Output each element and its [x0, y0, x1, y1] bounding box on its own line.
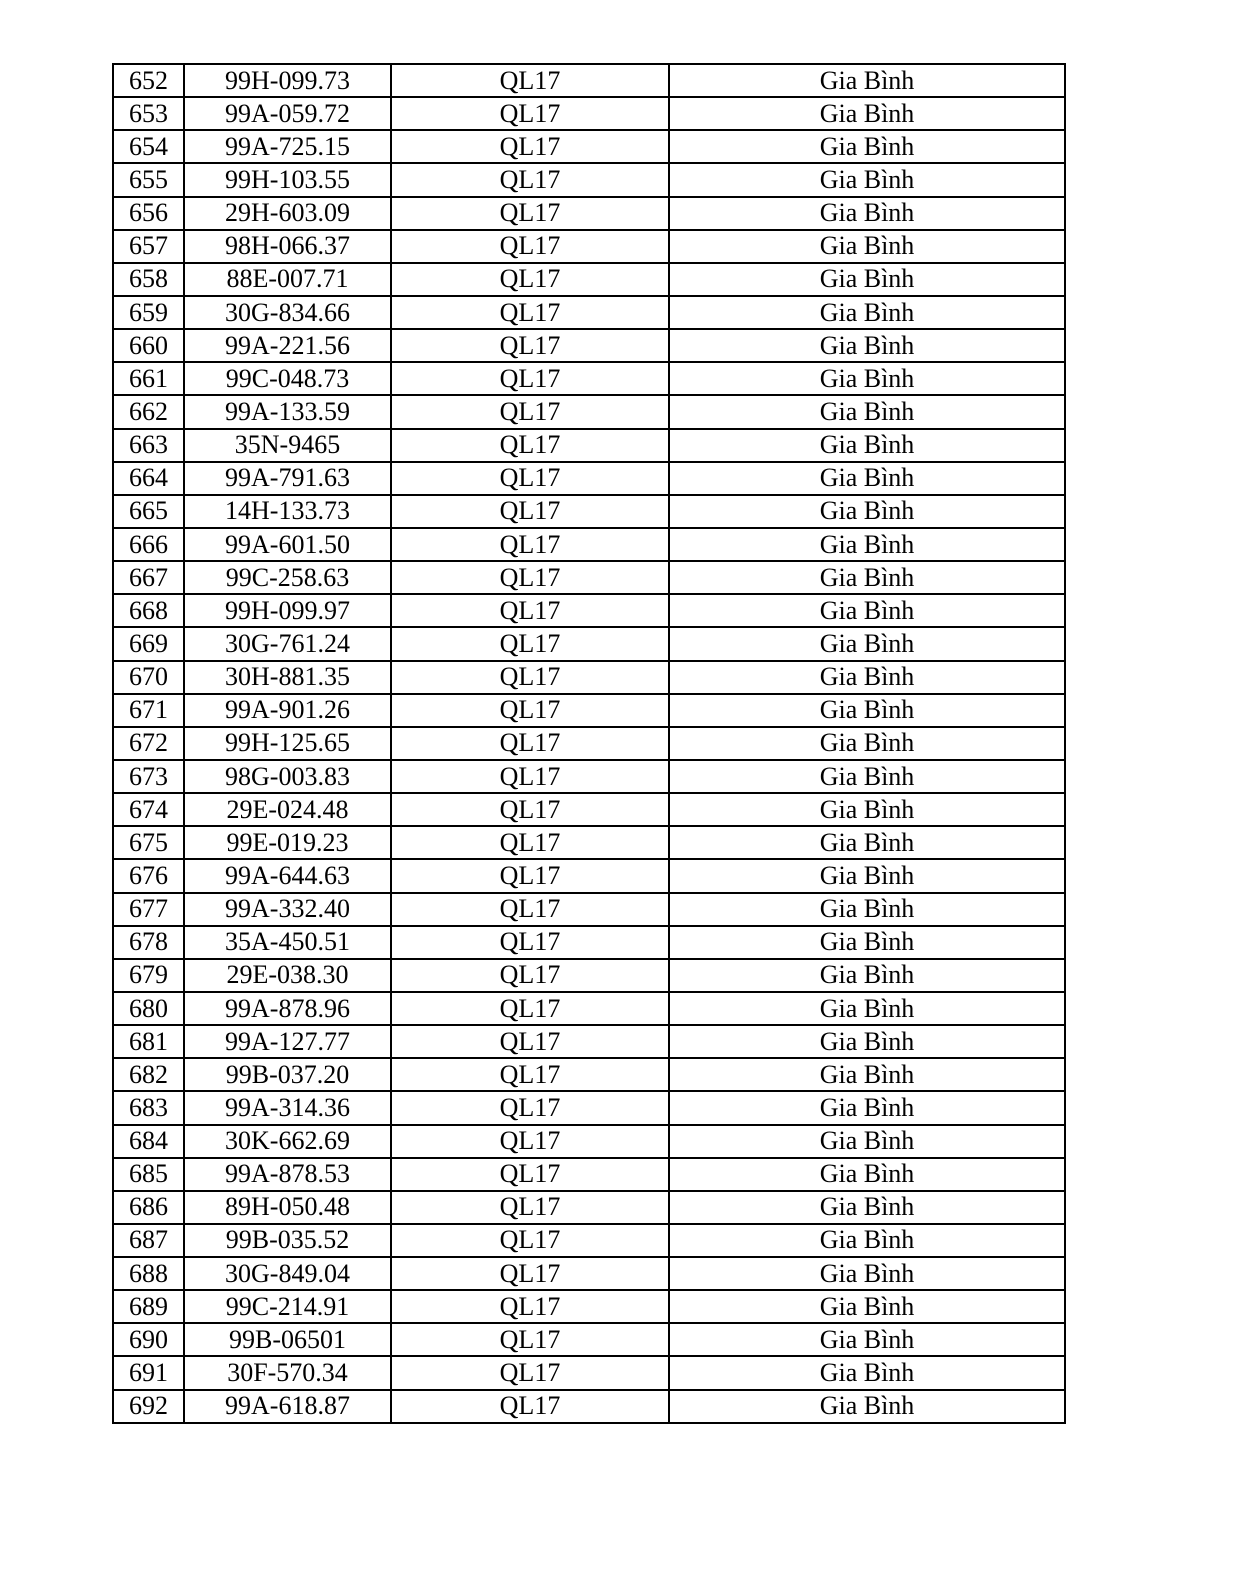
area-cell: Gia Bình [669, 893, 1065, 926]
plate-number-cell: 99A-127.77 [184, 1025, 391, 1058]
table-row [113, 97, 1065, 130]
row-number-cell: 664 [113, 462, 184, 495]
table-row [113, 926, 1065, 959]
area-cell: Gia Bình [669, 495, 1065, 528]
area-cell: Gia Bình [669, 627, 1065, 660]
area-cell: Gia Bình [669, 1091, 1065, 1124]
table-row [113, 1091, 1065, 1124]
table-row [113, 362, 1065, 395]
table-row [113, 727, 1065, 760]
plate-number-cell: 99A-878.96 [184, 992, 391, 1025]
road-cell: QL17 [391, 1125, 669, 1158]
table-row [113, 694, 1065, 727]
road-cell: QL17 [391, 826, 669, 859]
row-number-cell: 670 [113, 661, 184, 694]
row-number-cell: 678 [113, 926, 184, 959]
plate-number-cell: 89H-050.48 [184, 1191, 391, 1224]
row-number-cell: 652 [113, 64, 184, 97]
table-row [113, 1191, 1065, 1224]
plate-number-cell: 30G-849.04 [184, 1257, 391, 1290]
table-row [113, 594, 1065, 627]
plate-number-cell: 99B-06501 [184, 1323, 391, 1356]
area-cell: Gia Bình [669, 130, 1065, 163]
table-row [113, 528, 1065, 561]
row-number-cell: 685 [113, 1158, 184, 1191]
plate-number-cell: 99A-332.40 [184, 893, 391, 926]
table-row [113, 197, 1065, 230]
row-number-cell: 655 [113, 163, 184, 196]
table-row [113, 893, 1065, 926]
road-cell: QL17 [391, 1290, 669, 1323]
road-cell: QL17 [391, 163, 669, 196]
table-row [113, 1257, 1065, 1290]
plate-number-cell: 99A-725.15 [184, 130, 391, 163]
area-cell: Gia Bình [669, 561, 1065, 594]
row-number-cell: 683 [113, 1091, 184, 1124]
road-cell: QL17 [391, 462, 669, 495]
area-cell: Gia Bình [669, 97, 1065, 130]
area-cell: Gia Bình [669, 395, 1065, 428]
plate-number-cell: 99H-099.73 [184, 64, 391, 97]
table-row [113, 395, 1065, 428]
table-row [113, 64, 1065, 97]
area-cell: Gia Bình [669, 1356, 1065, 1389]
row-number-cell: 668 [113, 594, 184, 627]
plate-number-cell: 99A-133.59 [184, 395, 391, 428]
table-row [113, 859, 1065, 892]
plate-number-cell: 99C-048.73 [184, 362, 391, 395]
road-cell: QL17 [391, 561, 669, 594]
area-cell: Gia Bình [669, 1290, 1065, 1323]
table-row [113, 296, 1065, 329]
road-cell: QL17 [391, 893, 669, 926]
row-number-cell: 666 [113, 528, 184, 561]
plate-number-cell: 30K-662.69 [184, 1125, 391, 1158]
row-number-cell: 689 [113, 1290, 184, 1323]
row-number-cell: 663 [113, 429, 184, 462]
vehicle-table [112, 63, 1066, 1424]
row-number-cell: 672 [113, 727, 184, 760]
area-cell: Gia Bình [669, 296, 1065, 329]
row-number-cell: 660 [113, 329, 184, 362]
road-cell: QL17 [391, 1058, 669, 1091]
area-cell: Gia Bình [669, 727, 1065, 760]
plate-number-cell: 30G-761.24 [184, 627, 391, 660]
row-number-cell: 691 [113, 1356, 184, 1389]
area-cell: Gia Bình [669, 959, 1065, 992]
area-cell: Gia Bình [669, 528, 1065, 561]
plate-number-cell: 99A-878.53 [184, 1158, 391, 1191]
area-cell: Gia Bình [669, 859, 1065, 892]
road-cell: QL17 [391, 1191, 669, 1224]
area-cell: Gia Bình [669, 661, 1065, 694]
plate-number-cell: 99A-901.26 [184, 694, 391, 727]
area-cell: Gia Bình [669, 760, 1065, 793]
row-number-cell: 654 [113, 130, 184, 163]
table-row [113, 263, 1065, 296]
table-row [113, 495, 1065, 528]
road-cell: QL17 [391, 760, 669, 793]
plate-number-cell: 29E-024.48 [184, 793, 391, 826]
area-cell: Gia Bình [669, 826, 1065, 859]
road-cell: QL17 [391, 1390, 669, 1423]
row-number-cell: 676 [113, 859, 184, 892]
plate-number-cell: 98H-066.37 [184, 230, 391, 263]
area-cell: Gia Bình [669, 1257, 1065, 1290]
plate-number-cell: 98G-003.83 [184, 760, 391, 793]
area-cell: Gia Bình [669, 230, 1065, 263]
row-number-cell: 686 [113, 1191, 184, 1224]
plate-number-cell: 30H-881.35 [184, 661, 391, 694]
plate-number-cell: 99A-221.56 [184, 329, 391, 362]
area-cell: Gia Bình [669, 793, 1065, 826]
row-number-cell: 682 [113, 1058, 184, 1091]
table-row [113, 561, 1065, 594]
row-number-cell: 690 [113, 1323, 184, 1356]
road-cell: QL17 [391, 594, 669, 627]
plate-number-cell: 14H-133.73 [184, 495, 391, 528]
row-number-cell: 677 [113, 893, 184, 926]
row-number-cell: 671 [113, 694, 184, 727]
row-number-cell: 661 [113, 362, 184, 395]
road-cell: QL17 [391, 1025, 669, 1058]
road-cell: QL17 [391, 1091, 669, 1124]
table-row [113, 992, 1065, 1025]
table-row [113, 826, 1065, 859]
table-row [113, 130, 1065, 163]
road-cell: QL17 [391, 1257, 669, 1290]
road-cell: QL17 [391, 859, 669, 892]
row-number-cell: 687 [113, 1224, 184, 1257]
plate-number-cell: 88E-007.71 [184, 263, 391, 296]
road-cell: QL17 [391, 1356, 669, 1389]
plate-number-cell: 99C-214.91 [184, 1290, 391, 1323]
area-cell: Gia Bình [669, 197, 1065, 230]
area-cell: Gia Bình [669, 163, 1065, 196]
plate-number-cell: 30F-570.34 [184, 1356, 391, 1389]
road-cell: QL17 [391, 362, 669, 395]
road-cell: QL17 [391, 959, 669, 992]
road-cell: QL17 [391, 793, 669, 826]
table-row [113, 627, 1065, 660]
row-number-cell: 658 [113, 263, 184, 296]
row-number-cell: 662 [113, 395, 184, 428]
plate-number-cell: 99H-103.55 [184, 163, 391, 196]
plate-number-cell: 99A-601.50 [184, 528, 391, 561]
row-number-cell: 684 [113, 1125, 184, 1158]
plate-number-cell: 99A-314.36 [184, 1091, 391, 1124]
table-row [113, 1356, 1065, 1389]
area-cell: Gia Bình [669, 1390, 1065, 1423]
table-row [113, 1390, 1065, 1423]
table-row [113, 793, 1065, 826]
road-cell: QL17 [391, 296, 669, 329]
road-cell: QL17 [391, 1323, 669, 1356]
row-number-cell: 673 [113, 760, 184, 793]
plate-number-cell: 99A-618.87 [184, 1390, 391, 1423]
row-number-cell: 665 [113, 495, 184, 528]
area-cell: Gia Bình [669, 329, 1065, 362]
row-number-cell: 688 [113, 1257, 184, 1290]
road-cell: QL17 [391, 329, 669, 362]
table-row [113, 1058, 1065, 1091]
row-number-cell: 653 [113, 97, 184, 130]
road-cell: QL17 [391, 495, 669, 528]
area-cell: Gia Bình [669, 64, 1065, 97]
road-cell: QL17 [391, 230, 669, 263]
table-row [113, 1290, 1065, 1323]
row-number-cell: 675 [113, 826, 184, 859]
plate-number-cell: 99B-037.20 [184, 1058, 391, 1091]
plate-number-cell: 99A-059.72 [184, 97, 391, 130]
road-cell: QL17 [391, 1224, 669, 1257]
area-cell: Gia Bình [669, 992, 1065, 1025]
plate-number-cell: 99A-791.63 [184, 462, 391, 495]
plate-number-cell: 29H-603.09 [184, 197, 391, 230]
road-cell: QL17 [391, 64, 669, 97]
plate-number-cell: 99H-099.97 [184, 594, 391, 627]
area-cell: Gia Bình [669, 1191, 1065, 1224]
area-cell: Gia Bình [669, 1323, 1065, 1356]
plate-number-cell: 29E-038.30 [184, 959, 391, 992]
road-cell: QL17 [391, 97, 669, 130]
road-cell: QL17 [391, 627, 669, 660]
plate-number-cell: 35A-450.51 [184, 926, 391, 959]
row-number-cell: 692 [113, 1390, 184, 1423]
road-cell: QL17 [391, 992, 669, 1025]
table-row [113, 462, 1065, 495]
row-number-cell: 681 [113, 1025, 184, 1058]
area-cell: Gia Bình [669, 462, 1065, 495]
area-cell: Gia Bình [669, 594, 1065, 627]
plate-number-cell: 99A-644.63 [184, 859, 391, 892]
table-body [113, 64, 1065, 1423]
road-cell: QL17 [391, 926, 669, 959]
table-row [113, 1025, 1065, 1058]
table-row [113, 1224, 1065, 1257]
row-number-cell: 679 [113, 959, 184, 992]
road-cell: QL17 [391, 694, 669, 727]
table-row [113, 1323, 1065, 1356]
area-cell: Gia Bình [669, 694, 1065, 727]
table-row [113, 760, 1065, 793]
row-number-cell: 674 [113, 793, 184, 826]
table-row [113, 329, 1065, 362]
table-row [113, 661, 1065, 694]
road-cell: QL17 [391, 661, 669, 694]
row-number-cell: 656 [113, 197, 184, 230]
plate-number-cell: 99H-125.65 [184, 727, 391, 760]
row-number-cell: 657 [113, 230, 184, 263]
road-cell: QL17 [391, 429, 669, 462]
area-cell: Gia Bình [669, 1125, 1065, 1158]
table-row [113, 959, 1065, 992]
area-cell: Gia Bình [669, 429, 1065, 462]
road-cell: QL17 [391, 727, 669, 760]
area-cell: Gia Bình [669, 263, 1065, 296]
row-number-cell: 680 [113, 992, 184, 1025]
plate-number-cell: 99B-035.52 [184, 1224, 391, 1257]
table-row [113, 230, 1065, 263]
area-cell: Gia Bình [669, 1025, 1065, 1058]
area-cell: Gia Bình [669, 1158, 1065, 1191]
road-cell: QL17 [391, 528, 669, 561]
plate-number-cell: 99E-019.23 [184, 826, 391, 859]
row-number-cell: 669 [113, 627, 184, 660]
table-row [113, 1125, 1065, 1158]
area-cell: Gia Bình [669, 362, 1065, 395]
area-cell: Gia Bình [669, 1224, 1065, 1257]
road-cell: QL17 [391, 197, 669, 230]
area-cell: Gia Bình [669, 926, 1065, 959]
table-row [113, 429, 1065, 462]
road-cell: QL17 [391, 263, 669, 296]
plate-number-cell: 99C-258.63 [184, 561, 391, 594]
area-cell: Gia Bình [669, 1058, 1065, 1091]
row-number-cell: 659 [113, 296, 184, 329]
table-row [113, 1158, 1065, 1191]
road-cell: QL17 [391, 1158, 669, 1191]
plate-number-cell: 35N-9465 [184, 429, 391, 462]
plate-number-cell: 30G-834.66 [184, 296, 391, 329]
road-cell: QL17 [391, 395, 669, 428]
road-cell: QL17 [391, 130, 669, 163]
row-number-cell: 667 [113, 561, 184, 594]
table-row [113, 163, 1065, 196]
